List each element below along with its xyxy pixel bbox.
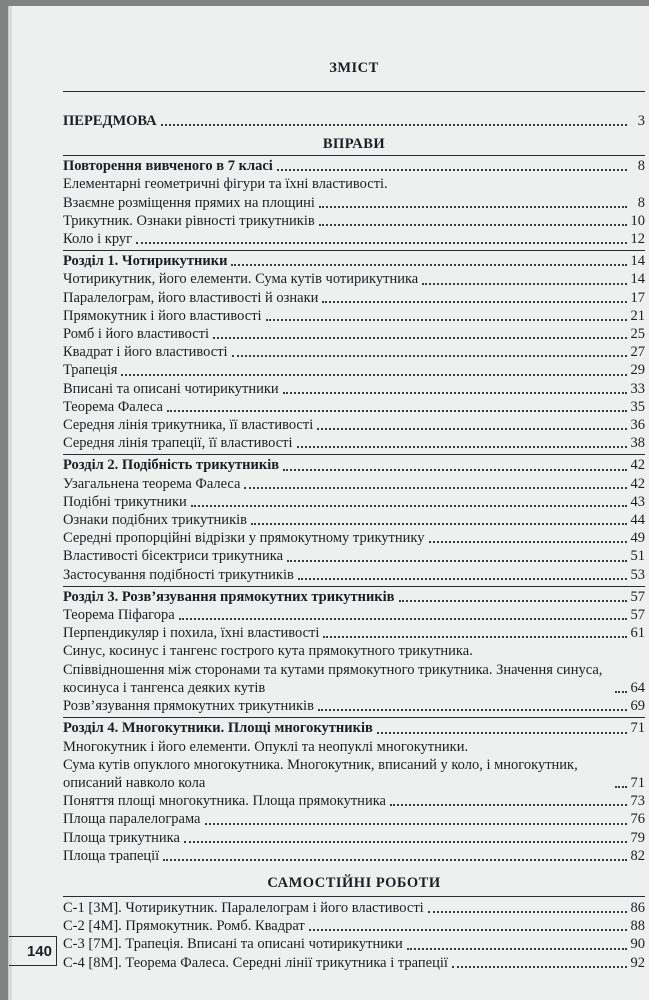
entry-page: 25	[630, 326, 645, 343]
toc-entry	[63, 289, 645, 307]
entry-page: 33	[630, 380, 645, 397]
entry-text: Прямокутник і його властивості	[63, 307, 262, 324]
entry-page: 35	[630, 398, 645, 415]
dot-leader	[615, 782, 627, 788]
dot-leader	[319, 202, 627, 208]
toc-section-title	[63, 719, 645, 737]
entry-text: Теорема Фалеса	[63, 398, 163, 415]
toc-entry	[63, 756, 645, 792]
toc-entry	[63, 642, 645, 660]
entry-text: Перпендикуляр і похила, їхні властивості	[63, 625, 320, 642]
dot-leader	[390, 800, 627, 806]
table-of-contents	[63, 60, 645, 972]
entry-page: 42	[630, 457, 645, 474]
entry-page: 14	[630, 271, 645, 288]
independent-work-entry	[63, 917, 645, 935]
dot-leader	[136, 238, 626, 244]
entry-page: 14	[630, 253, 645, 270]
entry-page: 69	[630, 698, 645, 715]
entry-text: Паралелограм, його властивості й ознаки	[63, 289, 319, 306]
toc-entry	[63, 810, 645, 828]
dot-leader	[244, 483, 626, 489]
entry-text: Площа трапеції	[63, 847, 160, 864]
toc-entry	[63, 194, 645, 212]
entry-text: Розділ 3. Розв’язування прямокутних трикутників	[63, 588, 395, 605]
entry-text: Розділ 2. Подібність трикутників	[63, 457, 280, 474]
entry-page: 17	[630, 289, 645, 306]
toc-entry	[63, 847, 645, 865]
dot-leader	[277, 165, 627, 171]
entry-page: 71	[630, 774, 645, 791]
independent-works-list	[63, 896, 645, 972]
entry-text: Площа паралелограма	[63, 811, 201, 828]
dot-leader	[232, 351, 627, 357]
entry-page: 90	[630, 936, 645, 953]
entry-text: Середня лінія трикутника, її властивості	[63, 417, 314, 434]
dot-leader	[167, 406, 627, 412]
toc-entry	[63, 606, 645, 624]
entry-page: 82	[630, 847, 645, 864]
dot-leader	[251, 519, 627, 525]
toc-entry	[63, 416, 645, 434]
entry-text: Розділ 4. Многокутники. Площі многокутників	[63, 720, 373, 737]
toc-entry	[63, 547, 645, 565]
toc-entry	[63, 792, 645, 810]
independent-work-entry	[63, 899, 645, 917]
entry-page: 64	[630, 679, 645, 696]
entry-text: Розділ 1. Чотирикутники	[63, 253, 228, 270]
entry-page: 36	[630, 417, 645, 434]
dot-leader	[322, 297, 626, 303]
entry-text: Теорема Піфагора	[63, 607, 175, 624]
entry-page: 76	[630, 811, 645, 828]
entry-text: С-3 [7М]. Трапеція. Вписані та описані чотирикутники	[63, 936, 403, 953]
entry-text: Ромб і його властивості	[63, 326, 209, 343]
dot-leader	[318, 705, 627, 711]
toc-entry	[63, 398, 645, 416]
toc-entry	[63, 325, 645, 343]
dot-leader	[429, 537, 627, 543]
dot-leader	[163, 855, 626, 861]
toc-section-title	[63, 588, 645, 606]
entry-text: Властивості бісектриси трикутника	[63, 548, 284, 565]
entry-page: 8	[637, 158, 645, 175]
entry-text: ПЕРЕДМОВА	[63, 113, 157, 129]
entry-text: Трикутник. Ознаки рівності трикутників	[63, 212, 315, 229]
toc-section	[63, 717, 645, 865]
page-number: 140	[9, 936, 57, 966]
toc-entry	[63, 434, 645, 452]
entry-page: 51	[630, 548, 645, 565]
toc-entry	[63, 343, 645, 361]
dot-leader	[266, 315, 627, 321]
toc-entry	[63, 230, 645, 248]
entry-text: С-2 [4М]. Прямокутник. Ромб. Квадрат	[63, 918, 305, 935]
entry-page: 29	[630, 362, 645, 379]
entry-page: 44	[630, 512, 645, 529]
toc-entry	[63, 738, 645, 756]
toc-entry	[63, 380, 645, 398]
entry-page: 92	[630, 954, 645, 971]
dot-leader	[179, 614, 627, 620]
entry-text: Синус, косинус і тангенс гострого кута прямокутного трикутника.	[63, 643, 473, 660]
dot-leader	[184, 837, 627, 843]
divider	[63, 91, 645, 92]
entry-text: Квадрат і його властивості	[63, 344, 228, 361]
toc-entry	[63, 697, 645, 715]
toc-entry	[63, 175, 645, 193]
entry-text: Взаємне розміщення прямих на площині	[63, 194, 315, 211]
entry-text: Узагальнена теорема Фалеса	[63, 475, 241, 492]
independent-work-entry	[63, 954, 645, 972]
toc-entry	[63, 307, 645, 325]
entry-page: 21	[630, 307, 645, 324]
toc-section-title	[63, 157, 645, 175]
entry-page: 71	[630, 720, 645, 737]
page-fold	[9, 6, 12, 1000]
entry-page: 27	[630, 344, 645, 361]
toc-entry	[63, 566, 645, 584]
entry-page: 53	[630, 566, 645, 583]
entry-text: Чотирикутник, його елементи. Сума кутів чотирикутника	[63, 271, 419, 288]
dot-leader	[191, 501, 627, 507]
page-title: ЗМІСТ	[329, 60, 379, 76]
entry-page: 73	[630, 793, 645, 810]
toc-entry	[63, 361, 645, 379]
entry-page: 3	[637, 113, 645, 129]
entry-text: Ознаки подібних трикутників	[63, 512, 247, 529]
toc-section-title	[63, 456, 645, 474]
dot-leader	[297, 442, 627, 448]
entry-text: Подібні трикутники	[63, 493, 187, 510]
dot-leader	[452, 962, 627, 968]
toc-entry	[63, 529, 645, 547]
entry-page: 79	[630, 829, 645, 846]
entry-text: С-1 [3М]. Чотирикутник. Паралелограм і його властивості	[63, 899, 424, 916]
toc-entry	[63, 829, 645, 847]
entry-page: 43	[630, 493, 645, 510]
book-page	[8, 6, 649, 1000]
dot-leader	[407, 944, 627, 950]
entry-page: 10	[630, 212, 645, 229]
entry-page: 88	[630, 918, 645, 935]
toc-section-title	[63, 252, 645, 270]
dot-leader	[428, 907, 627, 913]
dot-leader	[399, 596, 627, 602]
entry-page: 61	[630, 625, 645, 642]
toc-entry	[63, 661, 645, 697]
toc-entry	[63, 270, 645, 288]
dot-leader	[283, 465, 626, 471]
entry-page: 12	[630, 231, 645, 248]
entry-page: 49	[630, 530, 645, 547]
independent-work-entry	[63, 935, 645, 953]
entry-text: Вписані та описані чотирикутники	[63, 380, 279, 397]
dot-leader	[377, 728, 627, 734]
dot-leader	[287, 556, 626, 562]
dot-leader	[231, 260, 626, 266]
entry-page: 8	[637, 194, 645, 211]
entry-text: Поняття площі многокутника. Площа прямокутника	[63, 793, 386, 810]
toc-entry-preface	[63, 112, 645, 130]
independent-works-heading: САМОСТІЙНІ РОБОТИ	[267, 874, 441, 891]
entry-text: Співвідношення між сторонами та кутами прямокутного трикутника. Значення синуса, косинуса і тангенса деяких кутів	[63, 661, 603, 696]
dot-leader	[121, 370, 626, 376]
entry-text: Елементарні геометричні фігури та їхні властивості.	[63, 176, 388, 193]
toc-entry	[63, 212, 645, 230]
dot-leader	[323, 632, 626, 638]
dot-leader	[319, 220, 627, 226]
entry-text: Повторення вивченого в 7 класі	[63, 158, 273, 175]
dot-leader	[309, 925, 627, 931]
entry-page: 42	[630, 475, 645, 492]
toc-section	[63, 155, 645, 248]
toc-entry	[63, 475, 645, 493]
toc-section	[63, 586, 645, 715]
entry-text: Розв’язування прямокутних трикутників	[63, 698, 314, 715]
dot-leader	[283, 388, 627, 394]
dot-leader	[205, 819, 627, 825]
entry-text: Середні пропорційні відрізки у прямокутному трикутнику	[63, 530, 425, 547]
toc-section	[63, 250, 645, 452]
entry-text: Трапеція	[63, 362, 118, 379]
dot-leader	[213, 333, 627, 339]
dot-leader	[422, 279, 626, 285]
entry-page: 86	[630, 899, 645, 916]
toc-entry	[63, 493, 645, 511]
dot-leader	[298, 574, 627, 580]
entry-text: Застосування подібності трикутників	[63, 566, 294, 583]
toc-entry	[63, 511, 645, 529]
entry-text: Коло і круг	[63, 231, 133, 248]
dot-leader	[161, 120, 627, 126]
exercises-heading: ВПРАВИ	[322, 136, 386, 153]
entry-page: 38	[630, 435, 645, 452]
entry-text: Площа трикутника	[63, 829, 180, 846]
entry-text: Сума кутів опуклого многокутника. Многокутник, вписаний у коло, і многокутник, описаний навколо кола	[63, 756, 578, 791]
toc-entry	[63, 624, 645, 642]
dot-leader	[615, 687, 627, 693]
toc-section	[63, 454, 645, 583]
entry-text: С-4 [8М]. Теорема Фалеса. Середні лінії трикутника і трапеції	[63, 954, 448, 971]
entry-page: 57	[630, 607, 645, 624]
entry-page: 57	[630, 588, 645, 605]
entry-text: Многокутник і його елементи. Опуклі та неопуклі многокутники.	[63, 738, 469, 755]
entry-text: Середня лінія трапеції, її властивості	[63, 435, 293, 452]
dot-leader	[317, 424, 626, 430]
